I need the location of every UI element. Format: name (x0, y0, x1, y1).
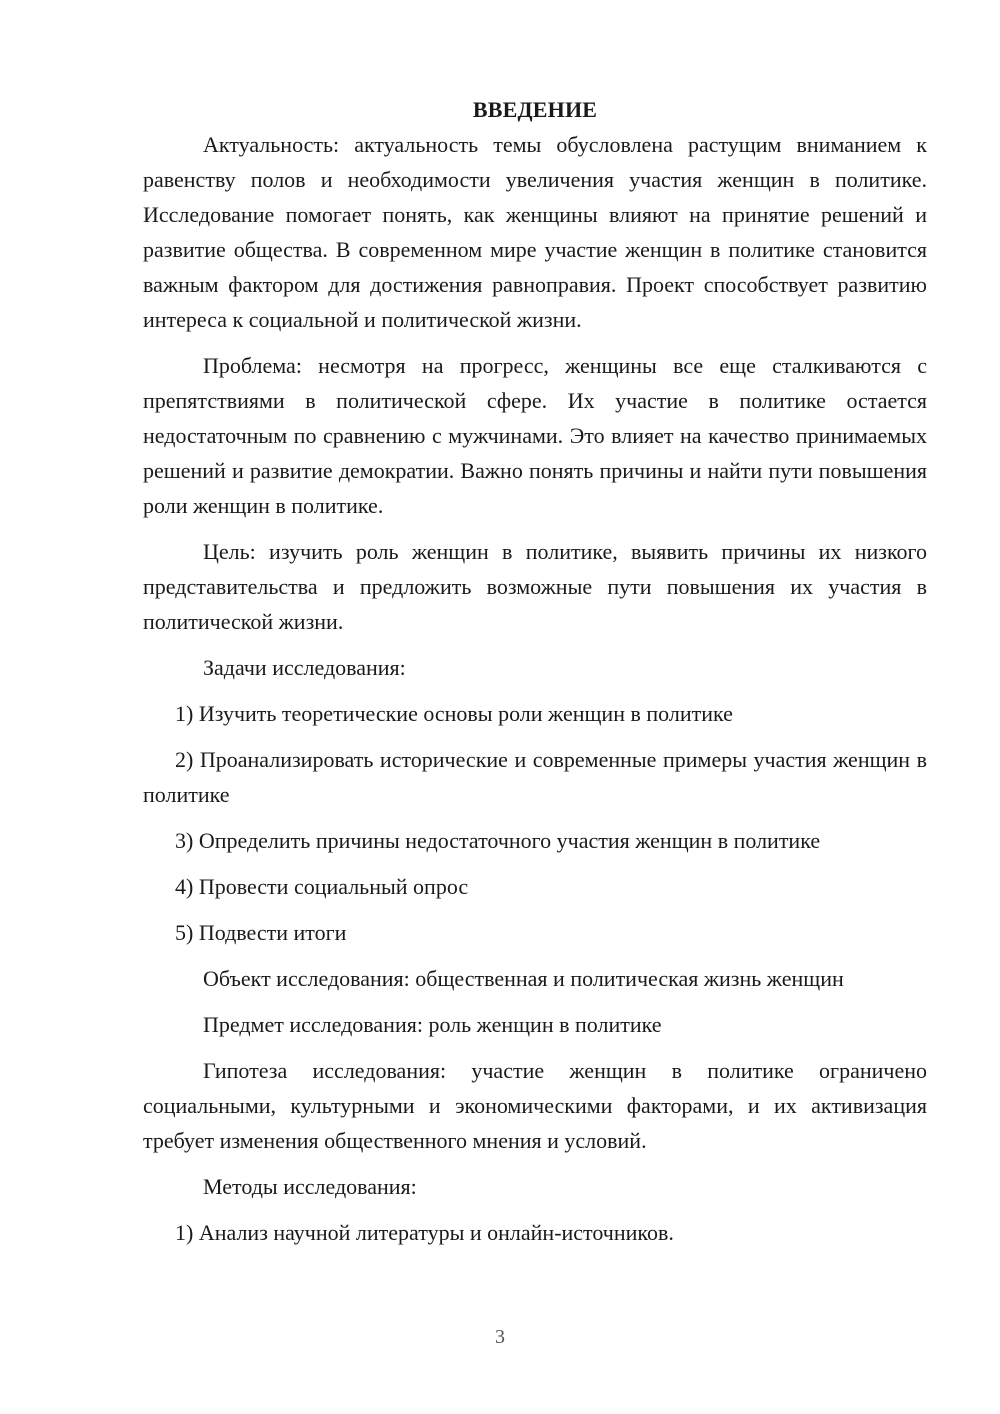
object-line: Объект исследования: общественная и политическая жизнь женщин (203, 966, 844, 991)
tasks-heading: Задачи исследования: (203, 655, 406, 680)
goal-paragraph: Цель: изучить роль женщин в политике, выявить причины их низкого представительства и предложить возможные пути повышения их участия в политической жизни. (143, 539, 927, 634)
page-title: ВВЕДЕНИЕ (472, 97, 598, 122)
task-item-1: 1) Изучить теоретические основы роли женщин в политике (175, 701, 733, 726)
task-item-3: 3) Определить причины недостаточного участия женщин в политике (175, 828, 821, 853)
relevance-paragraph: Актуальность: актуальность темы обусловлена растущим вниманием к равенству полов и необходимости увеличения участия женщин в политике. Исследование помогает понять, как женщины влияют на принятие решений и развитие общества. В современном мире участие женщин в политике становится важным фактором для достижения равноправия. Проект способствует развитию интереса к социальной и политической жизни. (143, 132, 927, 332)
page-number: 3 (495, 1326, 505, 1348)
method-item-1: 1) Анализ научной литературы и онлайн-источников. (175, 1220, 674, 1245)
task-item-5: 5) Подвести итоги (175, 920, 347, 945)
subject-line: Предмет исследования: роль женщин в политике (203, 1012, 662, 1037)
hypothesis-paragraph: Гипотеза исследования: участие женщин в политике ограничено социальными, культурными и экономическими факторами, и их активизация требует изменения общественного мнения и условий. (143, 1058, 927, 1153)
document-page (143, 92, 927, 1250)
task-item-4: 4) Провести социальный опрос (175, 874, 469, 899)
methods-heading: Методы исследования: (203, 1174, 417, 1199)
task-item-2: 2) Проанализировать исторические и современные примеры участия женщин в политике (143, 747, 927, 807)
problem-paragraph: Проблема: несмотря на прогресс, женщины все еще сталкиваются с препятствиями в политической сфере. Их участие в политике остается недостаточным по сравнению с мужчинами. Это влияет на качество принимаемых решений и развитие демократии. Важно понять причины и найти пути повышения роли женщин в политике. (143, 353, 927, 518)
